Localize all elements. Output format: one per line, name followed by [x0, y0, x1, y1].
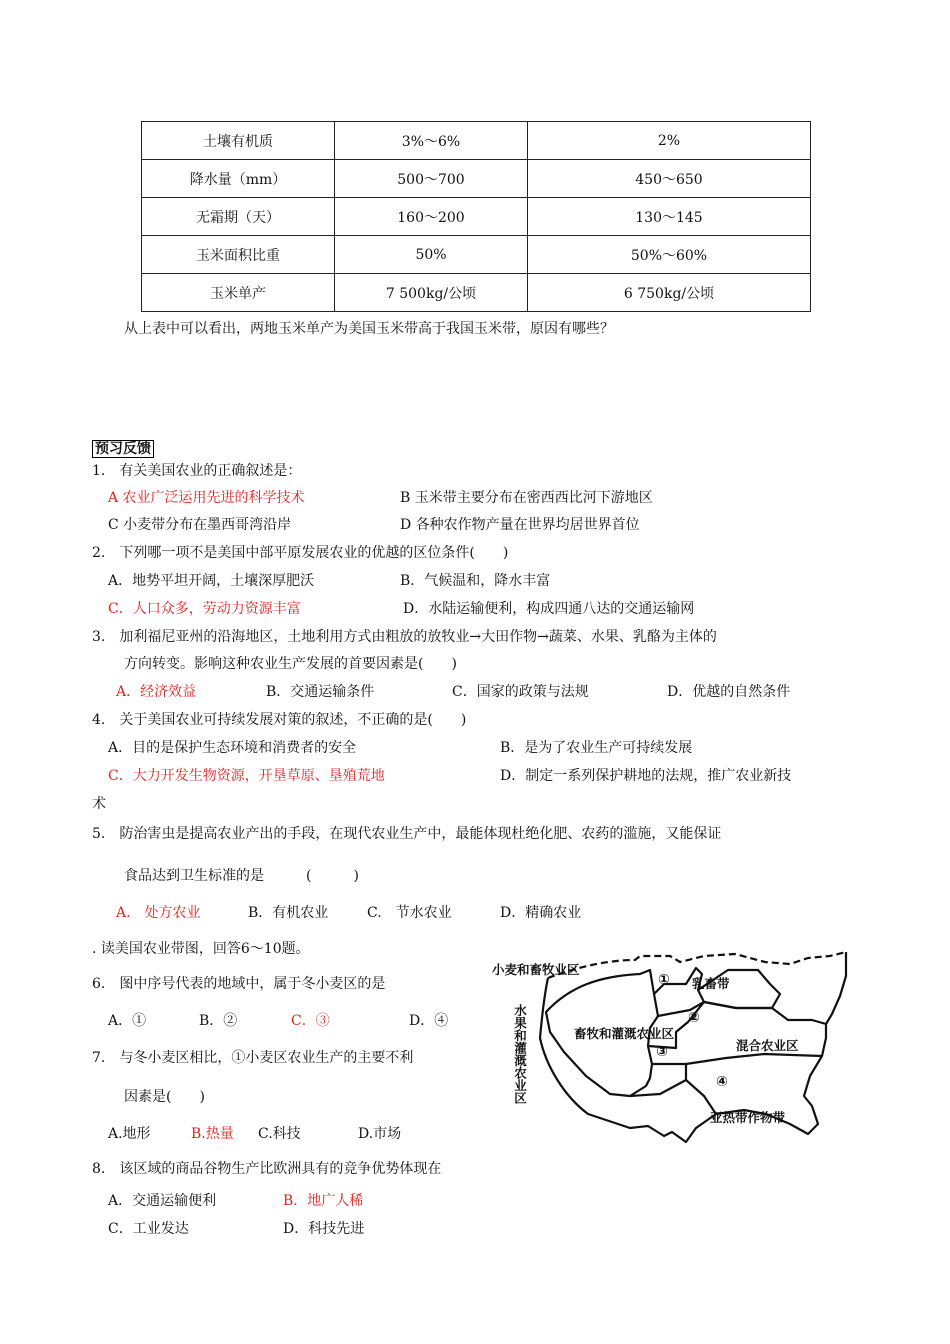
- q4-option-d: D．制定一系列保护耕地的法规，推广农业新技: [500, 768, 792, 784]
- q6-option-d: D．④: [409, 1013, 449, 1029]
- q1-option-b: B 玉米带主要分布在密西西比河下游地区: [400, 490, 653, 506]
- map-label-dairy: 乳畜带: [692, 976, 730, 991]
- q1-stem: 1. 有关美国农业的正确叙述是：: [92, 463, 302, 479]
- q3-stem-line1: 3. 加利福尼亚州的沿海地区，土地利用方式由粗放的放牧业→大田作物→蔬菜、水果、乳酪为主体的: [92, 629, 717, 645]
- table-cell: 7 500kg/公顷: [335, 274, 528, 312]
- q2-option-c: C．人口众多，劳动力资源丰富: [108, 601, 301, 617]
- table-cell: 2%: [528, 122, 811, 160]
- map-label-grazing-irrigation: 畜牧和灌溉农业区: [574, 1026, 675, 1041]
- comparison-table: [141, 121, 811, 312]
- table-row: [142, 122, 811, 160]
- q7-stem-line2: 因素是( ): [124, 1089, 205, 1105]
- q6-option-a: A．①: [108, 1013, 147, 1029]
- table-cell: 玉米单产: [142, 274, 335, 312]
- table-cell: 土壤有机质: [142, 122, 335, 160]
- map-intro: . 读美国农业带图，回答6～10题。: [92, 941, 310, 957]
- map-number-3: ③: [656, 1044, 668, 1060]
- q1-option-c: C 小麦带分布在墨西哥湾沿岸: [108, 517, 292, 533]
- table-cell: 50%～60%: [528, 236, 811, 274]
- q4-option-b: B．是为了农业生产可持续发展: [500, 740, 693, 756]
- q1-option-a: A 农业广泛运用先进的科学技术: [108, 490, 305, 506]
- map-label-wheat-pasture: 小麦和畜牧业区: [492, 962, 580, 977]
- table-cell: 玉米面积比重: [142, 236, 335, 274]
- boundary-mixed-south: [652, 1054, 822, 1064]
- q3-option-d: D．优越的自然条件: [667, 684, 791, 700]
- q2-option-a: A．地势平坦开阔，土壤深厚肥沃: [108, 573, 315, 589]
- q4-option-c: C．大力开发生物资源，开垦草原、垦殖荒地: [108, 768, 385, 784]
- q5-stem-line1: 5. 防治害虫是提高农业产出的手段，在现代农业生产中，最能体现杜绝化肥、农药的滥施，又能保证: [92, 826, 722, 842]
- q7-option-b: B.热量: [191, 1126, 234, 1142]
- table-cell: 降水量（mm）: [142, 160, 335, 198]
- table-cell: 500～700: [335, 160, 528, 198]
- map-number-1: ①: [658, 972, 670, 988]
- section-title: 预习反馈: [92, 440, 154, 458]
- q8-option-d: D．科技先进: [283, 1221, 365, 1237]
- table-cell: 160～200: [335, 198, 528, 236]
- q1-option-d: D 各种农作物产量在世界均居世界首位: [400, 517, 640, 533]
- map-label-fruit-irrigation: 水果和灌溉农业区: [512, 1004, 528, 1104]
- q5-option-c: C. 节水农业: [367, 905, 452, 921]
- us-agriculture-map: [490, 946, 860, 1146]
- q2-option-d: D．水陆运输便利，构成四通八达的交通运输网: [403, 601, 695, 617]
- q3-option-a: A．经济效益: [116, 684, 197, 700]
- table-question: 从上表中可以看出，两地玉米单产为美国玉米带高于我国玉米带，原因有哪些？: [124, 321, 614, 337]
- q6-stem: 6. 图中序号代表的地域中，属于冬小麦区的是: [92, 976, 386, 992]
- q2-option-b: B．气候温和，降水丰富: [400, 573, 551, 589]
- table-row: [142, 160, 811, 198]
- table-cell: 3%～6%: [335, 122, 528, 160]
- map-label-subtropical: 亚热带作物带: [710, 1110, 786, 1125]
- table-row: [142, 198, 811, 236]
- q5-option-d: D．精确农业: [500, 905, 582, 921]
- q7-option-d: D.市场: [358, 1126, 402, 1142]
- q4-stem: 4. 关于美国农业可持续发展对策的叙述，不正确的是( ): [92, 712, 467, 728]
- q3-option-b: B．交通运输条件: [266, 684, 375, 700]
- q7-option-a: A.地形: [108, 1126, 151, 1142]
- q5-option-b: B．有机农业: [248, 905, 329, 921]
- table-cell: 6 750kg/公顷: [528, 274, 811, 312]
- map-number-2: ②: [688, 1010, 700, 1026]
- map-label-mixed: 混合农业区: [736, 1038, 799, 1053]
- table-row: [142, 274, 811, 312]
- table-cell: 130～145: [528, 198, 811, 236]
- table-cell: 450～650: [528, 160, 811, 198]
- border-dashed-line: [548, 952, 846, 978]
- q4-option-a: A．目的是保护生态环境和消费者的安全: [108, 740, 357, 756]
- q4-option-d-continued: 术: [92, 796, 106, 812]
- q8-option-b: B．地广人稀: [283, 1193, 364, 1209]
- q2-stem: 2. 下列哪一项不是美国中部平原发展农业的优越的区位条件( ): [92, 545, 509, 561]
- table-row: [142, 236, 811, 274]
- q8-option-a: A．交通运输便利: [108, 1193, 217, 1209]
- table-cell: 50%: [335, 236, 528, 274]
- q3-stem-line2: 方向转变。影响这种农业生产发展的首要因素是( ): [124, 656, 457, 672]
- q7-option-c: C.科技: [258, 1126, 301, 1142]
- q5-option-a: A. 处方农业: [116, 905, 201, 921]
- q6-option-b: B．②: [199, 1013, 238, 1029]
- q8-stem: 8. 该区域的商品谷物生产比欧洲具有的竞争优势体现在: [92, 1161, 442, 1177]
- table-cell: 无霜期（天）: [142, 198, 335, 236]
- q8-option-c: C．工业发达: [108, 1221, 189, 1237]
- q3-option-c: C．国家的政策与法规: [452, 684, 589, 700]
- q5-stem-line2: 食品达到卫生标准的是 ( ): [124, 868, 359, 884]
- q7-stem-line1: 7. 与冬小麦区相比，①小麦区农业生产的主要不利: [92, 1050, 414, 1066]
- map-number-4: ④: [716, 1074, 728, 1090]
- q6-option-c: C．③: [291, 1013, 330, 1029]
